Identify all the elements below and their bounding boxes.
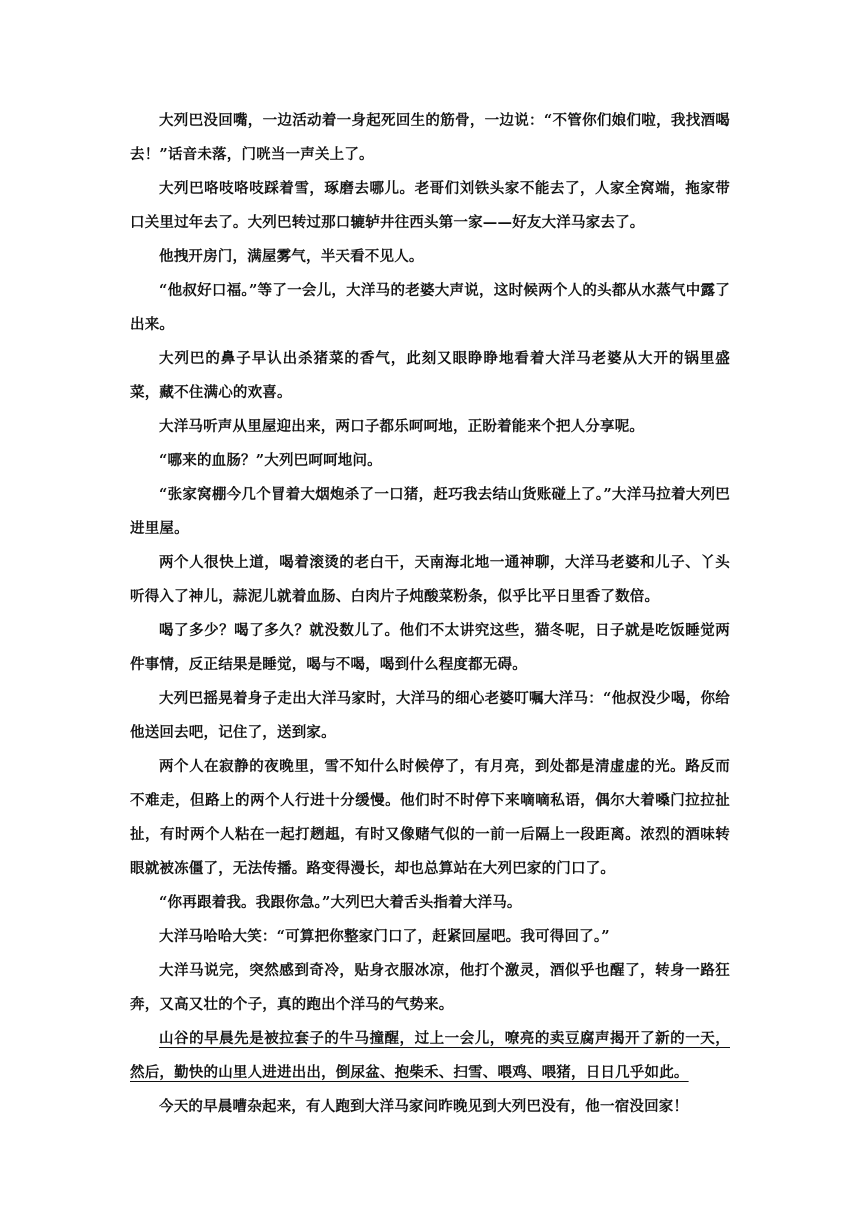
- paragraph: 大列巴的鼻子早认出杀猪菜的香气，此刻又眼睁睁地看着大洋马老婆从大开的锅里盛菜，藏不住满心的欢喜。: [130, 350, 730, 401]
- paragraph: “哪来的血肠？”大列巴呵呵地问。: [159, 452, 382, 469]
- paragraph: 大洋马哈哈大笑：“可算把你整家门口了，赶紧回屋吧。我可得回了。”: [159, 928, 610, 945]
- paragraph: 喝了多少？喝了多久？就没数儿了。他们不太讲究这些，猫冬呢，日子就是吃饭睡觉两件事情，反正结果是睡觉，喝与不喝，喝到什么程度都无碍。: [130, 622, 730, 673]
- paragraph: 大列巴咯吱咯吱踩着雪，琢磨去哪儿。老哥们刘铁头家不能去了，人家全窝端，拖家带口关里过年去了。大列巴转过那口辘轳井往西头第一家——好友大洋马家去了。: [130, 180, 730, 231]
- paragraph: 两个人在寂静的夜晚里，雪不知什么时候停了，有月亮，到处都是清虚虚的光。路反而不难走，但路上的两个人行进十分缓慢。他们时不时停下来嘀嘀私语，偶尔大着嗓门拉拉扯扯，有时两个人粘在一起打趔趄，有时又像赌气似的一前一后隔上一段距离。浓烈的酒味转眼就被冻僵了，无法传播。路变得漫长，却也总算站在大列巴家的门口了。: [130, 758, 730, 877]
- paragraph: 他拽开房门，满屋雾气，半天看不见人。: [159, 248, 424, 265]
- document-body: [130, 104, 730, 1124]
- paragraph: “张家窝棚今几个冒着大烟炮杀了一口猪，赶巧我去结山货账碰上了。”大洋马拉着大列巴进里屋。: [130, 486, 730, 537]
- paragraph: “你再跟着我。我跟你急。”大列巴大着舌头指着大洋马。: [159, 894, 522, 911]
- paragraph: “他叔好口福。”等了一会儿，大洋马的老婆大声说，这时候两个人的头都从水蒸气中露了出来。: [130, 282, 730, 333]
- paragraph: 大洋马说完，突然感到奇冷，贴身衣服冰凉，他打个激灵，酒似乎也醒了，转身一路狂奔，又高又壮的个子，真的跑出个洋马的气势来。: [130, 962, 730, 1013]
- paragraph: 今天的早晨嘈杂起来，有人跑到大洋马家问昨晚见到大列巴没有，他一宿没回家！: [159, 1098, 689, 1115]
- underlined-paragraph: 山谷的早晨先是被拉套子的牛马撞醒，过上一会儿，嘹亮的卖豆腐声揭开了新的一天，然后，勤快的山里人进进出出，倒尿盆、抱柴禾、扫雪、喂鸡、喂猪，日日几乎如此。: [130, 1030, 730, 1081]
- paragraph: 大洋马听声从里屋迎出来，两口子都乐呵呵地，正盼着能来个把人分享呢。: [159, 418, 645, 435]
- paragraph: 大列巴没回嘴，一边活动着一身起死回生的筋骨，一边说：“不管你们娘们啦，我找酒喝去！”话音未落，门咣当一声关上了。: [130, 112, 730, 163]
- paragraph: 大列巴摇晃着身子走出大洋马家时，大洋马的细心老婆叮嘱大洋马：“他叔没少喝，你给他送回去吧，记住了，送到家。: [130, 690, 730, 741]
- paragraph: 两个人很快上道，喝着滚烫的老白干，天南海北地一通神聊，大洋马老婆和儿子、丫头听得入了神儿，蒜泥儿就着血肠、白肉片子炖酸菜粉条，似乎比平日里香了数倍。: [130, 554, 730, 605]
